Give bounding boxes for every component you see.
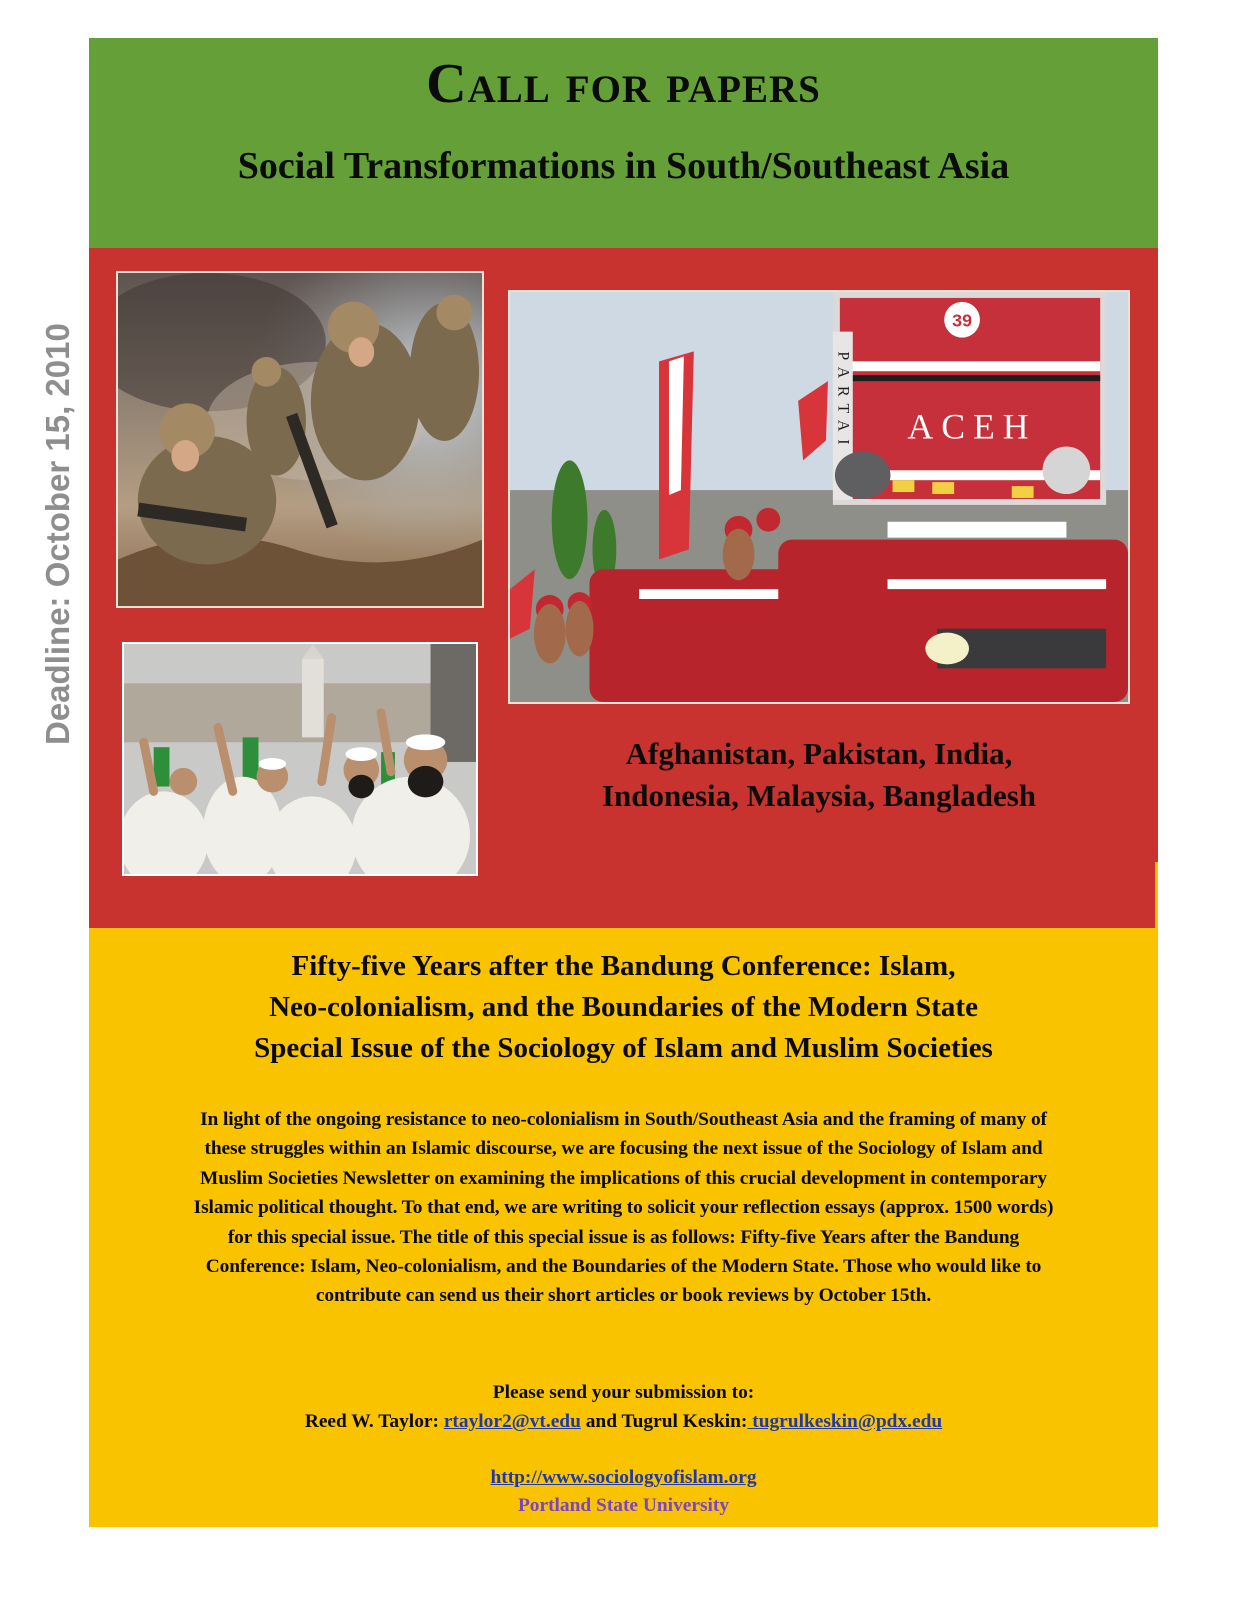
rally-vertical-text: PARTAI <box>834 351 852 453</box>
body-line: Muslim Societies Newsletter on examining the implications of this crucial development in contemporary <box>200 1167 1047 1189</box>
website-link[interactable]: http://www.sociologyofislam.org <box>490 1467 757 1488</box>
body-line: contribute can send us their short articles or book reviews by October 15th. <box>315 1285 932 1307</box>
soldiers-photo <box>116 271 484 608</box>
headline-line-1: Fifty-five Years after the Bandung Conference: Islam, <box>291 950 956 982</box>
rally-banner-text: ACEH <box>907 406 1037 447</box>
body-line: for this special issue. The title of this special issue is as follows: Fifty-five Years after the Bandung <box>227 1226 1020 1248</box>
headline-line-2: Neo-colonialism, and the Boundaries of the Modern State <box>269 991 978 1023</box>
body-line: Conference: Islam, Neo-colonialism, and the Boundaries of the Modern State. Those who would like to <box>205 1256 1042 1278</box>
body-paragraph <box>89 1105 1158 1311</box>
submission-intro: Please send your submission to: <box>492 1382 755 1403</box>
header-band <box>89 38 1158 248</box>
email-link-2[interactable]: tugrulkeskin@pdx.edu <box>747 1411 943 1432</box>
countries-line-2: Indonesia, Malaysia, Bangladesh <box>601 778 1037 813</box>
poster-title: Call for papers <box>426 53 821 115</box>
edge-accent <box>1155 862 1158 928</box>
poster <box>89 38 1158 1527</box>
countries-list <box>509 733 1129 817</box>
contact-name-1: Reed W. Taylor: <box>304 1411 444 1432</box>
protest-photo <box>122 642 478 876</box>
deadline-text: Deadline: October 15, 2010 <box>39 323 76 745</box>
contact-joiner: and Tugrul Keskin: <box>580 1411 748 1432</box>
body-line: these struggles within an Islamic discourse, we are focusing the next issue of the Sociology of Islam and <box>204 1138 1043 1160</box>
university-name: Portland State University <box>517 1495 730 1516</box>
issue-headline <box>89 946 1158 1069</box>
poster-subtitle: Social Transformations in South/Southeast Asia <box>237 145 1010 187</box>
countries-line-1: Afghanistan, Pakistan, India, <box>625 736 1013 771</box>
body-line: Islamic political thought. To that end, we are writing to solicit your reflection essays (approx. 1500 words) <box>193 1197 1054 1219</box>
headline-line-3: Special Issue of the Sociology of Islam and Muslim Societies <box>254 1032 993 1064</box>
body-line: In light of the ongoing resistance to neo-colonialism in South/Southeast Asia and the framing of many of <box>200 1109 1047 1130</box>
submission-contacts <box>89 1407 1158 1436</box>
email-link-1[interactable]: rtaylor2@vt.edu <box>443 1411 581 1432</box>
rally-photo <box>508 290 1130 704</box>
rally-banner-number: 39 <box>952 310 973 331</box>
website-line <box>89 1463 1158 1492</box>
